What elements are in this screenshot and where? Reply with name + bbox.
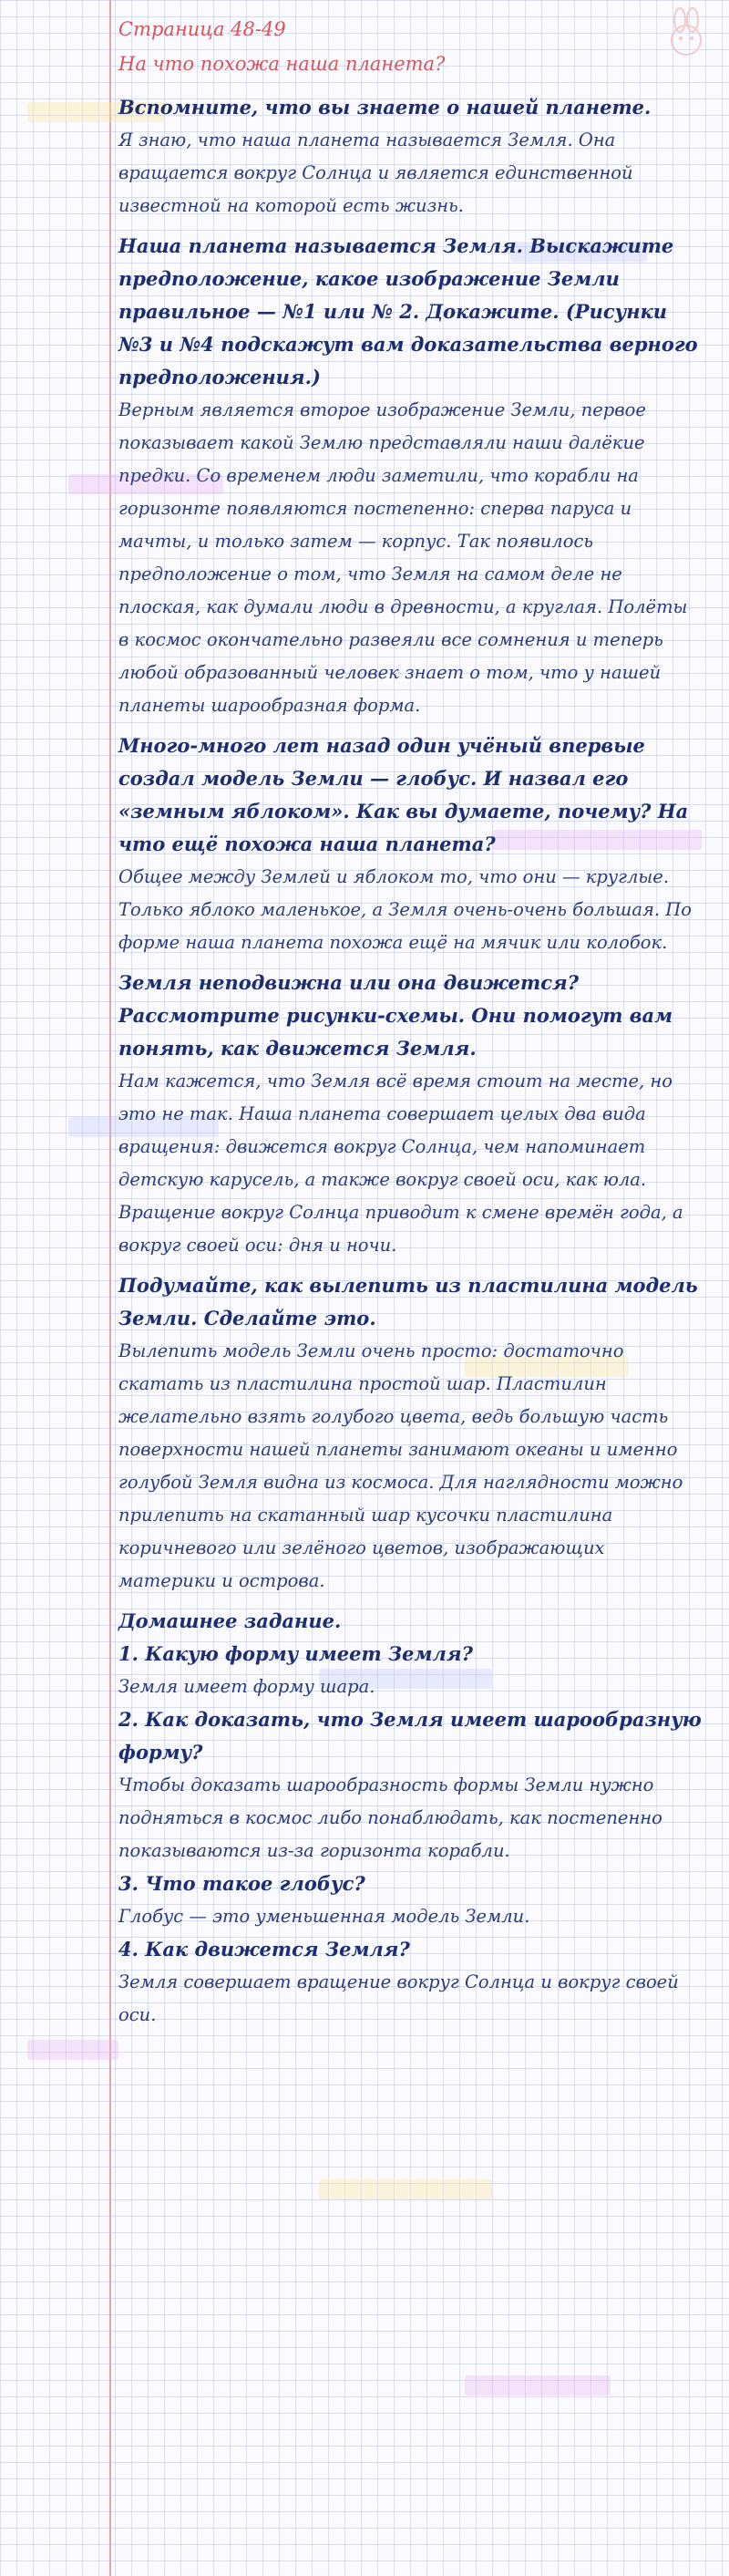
homework-question: 3. Что такое глобус?	[118, 1872, 365, 1895]
task-question: Много-много лет назад один учёный впервые создал модель Земли — глобус. И назвал его «земным яблоком». Как вы думаете, почему? На что ещё похожа наша планета?	[118, 734, 689, 855]
task-block	[118, 967, 702, 1262]
homework-answer: Глобус — это уменьшенная модель Земли.	[118, 1906, 530, 1927]
workbook-page	[118, 18, 702, 2039]
task-block	[118, 729, 702, 959]
page-title: Страница 48-49	[118, 18, 286, 40]
task-question: Земля неподвижна или она движется? Рассмотрите рисунки-схемы. Они помогут вам понять, как движется Земля.	[118, 971, 673, 1060]
task-answer: Верным является второе изображение Земли, первое показывает какой Землю представляли наши далёкие предки. Со временем люди заметили, что корабли на горизонте появляются постепенно: сперва паруса и мачты, и только затем — корпус. Так появилось предположение о том, что Земля на самом деле не плоская, как думали люди в древности, а круглая. Полёты в космос окончательно развеяли все сомнения и теперь любой образованный человек знает о том, что у нашей планеты шарообразная форма.	[118, 399, 688, 716]
topic-title: На что похожа наша планета?	[118, 53, 446, 75]
homework-section	[118, 1605, 702, 2032]
homework-question: 2. Как доказать, что Земля имеет шарообразную форму?	[118, 1708, 702, 1764]
watermark	[319, 2179, 492, 2199]
task-answer: Нам кажется, что Земля всё время стоит на месте, но это не так. Наша планета совершает целых два вида вращения: движется вокруг Солнца, чем напоминает детскую карусель, а также вокруг своей оси, как юла. Вращение вокруг Солнца приводит к смене времён года, а вокруг своей оси: дня и ночи.	[118, 1071, 683, 1256]
margin-line	[109, 0, 111, 2576]
task-answer: Я знаю, что наша планета называется Земля. Она вращается вокруг Солнца и является единственной известной на которой есть жизнь.	[118, 129, 633, 216]
homework-question: 4. Как движется Земля?	[118, 1938, 410, 1960]
task-answer: Вылепить модель Земли очень просто: достаточно скатать из пластилина простой шар. Пластилин желательно взять голубого цвета, ведь большую часть поверхности нашей планеты занимают океаны и именно голубой Земля видна из космоса. Для наглядности можно прилепить на скатанный шар кусочки пластилина коричневого или зелёного цветов, изображающих материки и острова.	[118, 1340, 683, 1591]
task-question: Подумайте, как вылепить из пластилина модель Земли. Сделайте это.	[118, 1274, 698, 1329]
homework-answer: Чтобы доказать шарообразность формы Земли нужно подняться в космос либо понаблюдать, как постепенно показываются из-за горизонта корабли.	[118, 1774, 662, 1861]
watermark	[27, 2040, 118, 2060]
task-answer: Общее между Землей и яблоком то, что они — круглые. Только яблоко маленькое, а Земля очень-очень большая. По форме наша планета похожа ещё на мячик или колобок.	[118, 866, 693, 953]
homework-answer: Земля имеет форму шара.	[118, 1676, 375, 1697]
task-block	[118, 1269, 702, 1598]
homework-heading: Домашнее задание.	[118, 1609, 342, 1632]
task-question: Наша планета называется Земля. Выскажите предположение, какое изображение Земли правильное — №1 или № 2. Докажите. (Рисунки №3 и №4 подскажут вам доказательства верного предположения.)	[118, 234, 698, 388]
task-block	[118, 230, 702, 722]
watermark	[465, 2375, 611, 2395]
task-block	[118, 91, 702, 222]
homework-question: 1. Какую форму имеет Земля?	[118, 1642, 473, 1665]
homework-answer: Земля совершает вращение вокруг Солнца и вокруг своей оси.	[118, 1971, 679, 2025]
task-question: Вспомните, что вы знаете о нашей планете.	[118, 96, 652, 119]
